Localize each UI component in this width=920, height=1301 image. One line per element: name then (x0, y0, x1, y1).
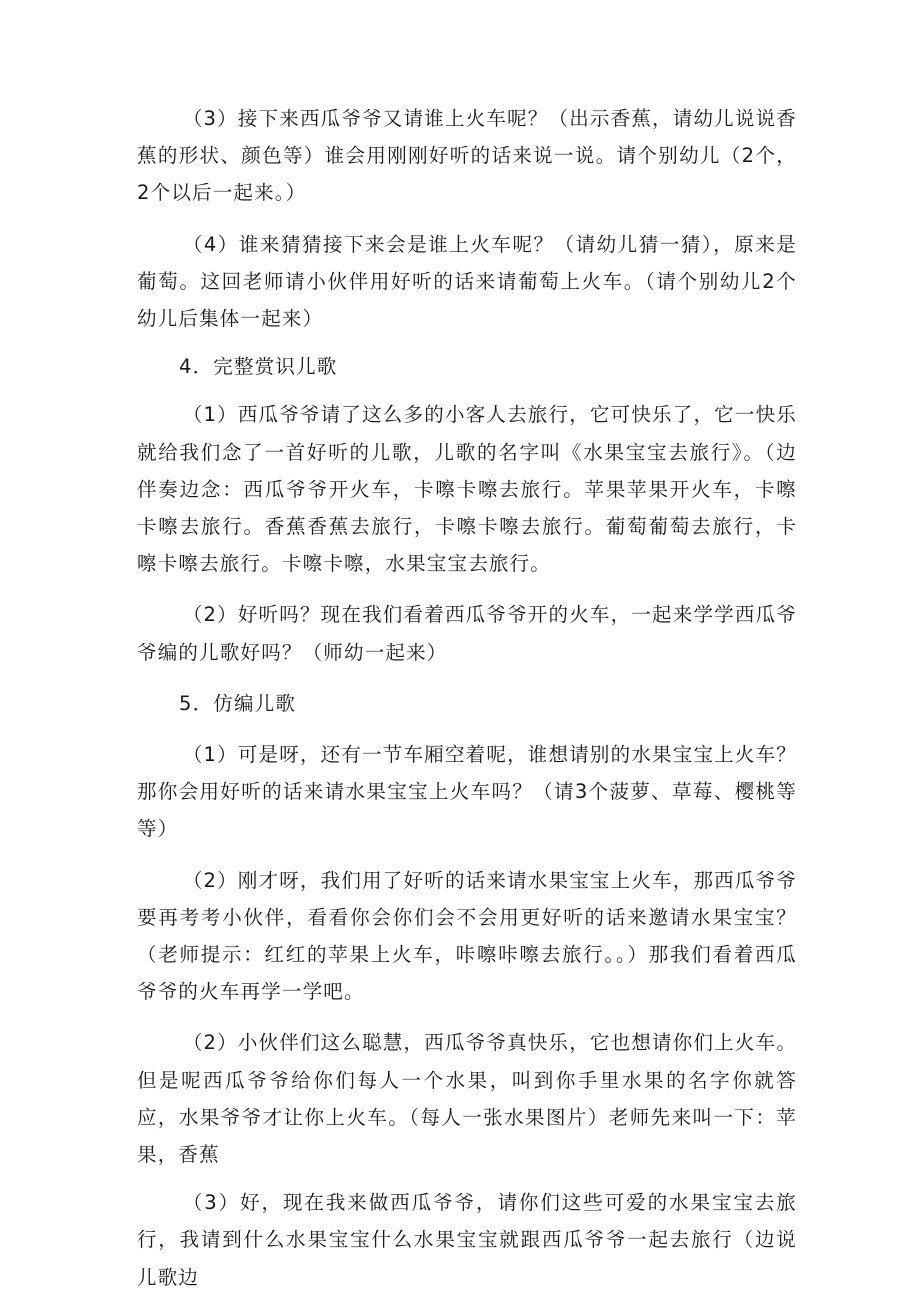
paragraph-imitate-1: （1）可是呀，还有一节车厢空着呢，谁想请别的水果宝宝上火车？那你会用好听的话来请水果宝宝上火车吗？（请3个菠萝、草莓、樱桃等等） (137, 743, 797, 841)
paragraph-imitate-3: （3）好，现在我来做西瓜爷爷，请你们这些可爱的水果宝宝去旅行，我请到什么水果宝宝什么水果宝宝就跟西瓜爷爷一起去旅行（边说儿歌边 (137, 1191, 797, 1289)
paragraph-imitate-2b: （2）小伙伴们这么聪慧，西瓜爷爷真快乐，它也想请你们上火车。但是呢西瓜爷爷给你们每人一个水果，叫到你手里水果的名字你就答应，水果爷爷才让你上火车。（每人一张水果图片）老师先来叫一下：苹果，香蕉 (137, 1031, 797, 1167)
paragraph-step-4-grape: （4）谁来猜猜接下来会是谁上火车呢？（请幼儿猜一猜），原来是葡萄。这回老师请小伙伴用好听的话来请葡萄上火车。（请个别幼儿2个幼儿后集体一起来） (137, 232, 797, 331)
document-body (137, 100, 797, 1296)
paragraph-step-3-banana: （3）接下来西瓜爷爷又请谁上火车呢？（出示香蕉，请幼儿说说香蕉的形状、颜色等）谁会用刚刚好听的话来说一说。请个别幼儿（2个，2个以后一起来。） (137, 107, 797, 205)
paragraph-imitate-2: （2）刚才呀，我们用了好听的话来请水果宝宝上火车，那西瓜爷爷要再考考小伙伴，看看你会你们会不会用更好听的话来邀请水果宝宝？（老师提示：红红的苹果上火车，咔嚓咔嚓去旅行。。）那我们看着西瓜爷爷的火车再学一学吧。 (137, 868, 797, 1004)
paragraph-appreciate-2: （2）好听吗？现在我们看着西瓜爷爷开的火车，一起来学学西瓜爷爷编的儿歌好吗？（师幼一起来） (137, 603, 797, 664)
paragraph-appreciate-1: （1）西瓜爷爷请了这么多的小客人去旅行，它可快乐了，它一快乐就给我们念了一首好听的儿歌，儿歌的名字叫《水果宝宝去旅行》。（边伴奏边念：西瓜爷爷开火车，卡嚓卡嚓去旅行。苹果苹果开火车，卡嚓卡嚓去旅行。香蕉香蕉去旅行，卡嚓卡嚓去旅行。葡萄葡萄去旅行，卡嚓卡嚓去旅行。卡嚓卡嚓，水果宝宝去旅行。 (137, 403, 797, 576)
section-heading-5: 5．仿编儿歌 (179, 691, 297, 715)
section-heading-4: 4．完整赏识儿歌 (179, 355, 338, 379)
